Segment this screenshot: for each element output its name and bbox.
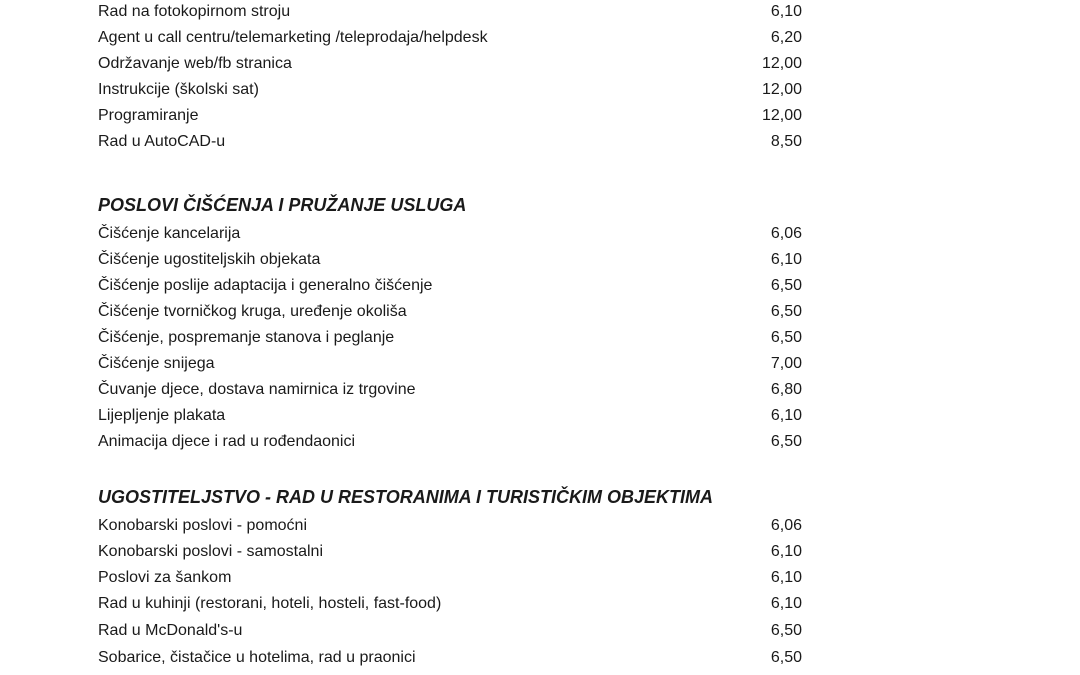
job-label: Čišćenje poslije adaptacija i generalno čišćenje [98, 277, 433, 294]
job-rate: 12,00 [761, 55, 802, 72]
job-rate: 6,50 [770, 622, 802, 639]
job-label: Rad na fotokopirnom stroju [98, 3, 291, 20]
job-rate: 8,50 [770, 133, 802, 150]
list-item [98, 51, 802, 77]
job-rate: 7,00 [770, 355, 802, 372]
list-item [98, 351, 802, 377]
job-rate: 6,10 [770, 543, 802, 560]
section-heading-cleaning: POSLOVI ČIŠĆENJA I PRUŽANJE USLUGA [98, 195, 467, 215]
job-rate: 6,50 [770, 303, 802, 320]
job-label: Sobarice, čistačice u hotelima, rad u praonici [98, 649, 416, 666]
job-rate: 6,80 [770, 381, 802, 398]
job-rate: 6,50 [770, 649, 802, 666]
job-label: Čuvanje djece, dostava namirnica iz trgovine [98, 381, 416, 398]
job-label: Čišćenje kancelarija [98, 225, 241, 242]
job-label: Čišćenje, pospremanje stanova i peglanje [98, 329, 395, 346]
list-item [98, 247, 802, 273]
list-item [98, 645, 802, 671]
list-item [98, 25, 802, 51]
job-rate: 6,50 [770, 329, 802, 346]
job-label: Čišćenje snijega [98, 355, 215, 372]
job-label: Rad u kuhinji (restorani, hoteli, hosteli, fast-food) [98, 595, 442, 612]
job-label: Održavanje web/fb stranica [98, 55, 292, 72]
job-label: Programiranje [98, 107, 199, 124]
section-heading-hospitality: UGOSTITELJSTVO - RAD U RESTORANIMA I TURISTIČKIM OBJEKTIMA [98, 487, 714, 507]
job-rate: 6,20 [770, 29, 802, 46]
list-item [98, 273, 802, 299]
list-item [98, 618, 802, 644]
job-label: Konobarski poslovi - pomoćni [98, 517, 307, 534]
list-item [98, 377, 802, 403]
job-rate: 6,50 [770, 277, 802, 294]
job-label: Rad u McDonald's-u [98, 622, 243, 639]
job-rate: 6,50 [770, 433, 802, 450]
list-item [98, 403, 802, 429]
job-label: Rad u AutoCAD-u [98, 133, 226, 150]
list-item [98, 513, 802, 539]
job-label: Konobarski poslovi - samostalni [98, 543, 323, 560]
job-label: Animacija djece i rad u rođendaonici [98, 433, 356, 450]
job-rate: 6,10 [770, 3, 802, 20]
job-rate: 6,06 [770, 517, 802, 534]
job-label: Lijepljenje plakata [98, 407, 226, 424]
list-item [98, 129, 802, 155]
job-rate: 12,00 [761, 107, 802, 124]
job-rate: 6,10 [770, 251, 802, 268]
job-rate: 6,10 [770, 595, 802, 612]
job-rate: 6,10 [770, 407, 802, 424]
list-item [98, 429, 802, 455]
job-rate: 12,00 [761, 81, 802, 98]
job-label: Instrukcije (školski sat) [98, 81, 259, 98]
list-item [98, 591, 802, 617]
list-item [98, 221, 802, 247]
job-label: Agent u call centru/telemarketing /teleprodaja/helpdesk [98, 29, 488, 46]
job-rate: 6,06 [770, 225, 802, 242]
job-label: Poslovi za šankom [98, 569, 232, 586]
job-label: Čišćenje tvorničkog kruga, uređenje okoliša [98, 303, 407, 320]
list-item [98, 77, 802, 103]
job-label: Čišćenje ugostiteljskih objekata [98, 251, 321, 268]
job-rate: 6,10 [770, 569, 802, 586]
list-item [98, 0, 802, 25]
list-item [98, 103, 802, 129]
list-item [98, 565, 802, 591]
list-item [98, 325, 802, 351]
list-item [98, 539, 802, 565]
list-item [98, 299, 802, 325]
